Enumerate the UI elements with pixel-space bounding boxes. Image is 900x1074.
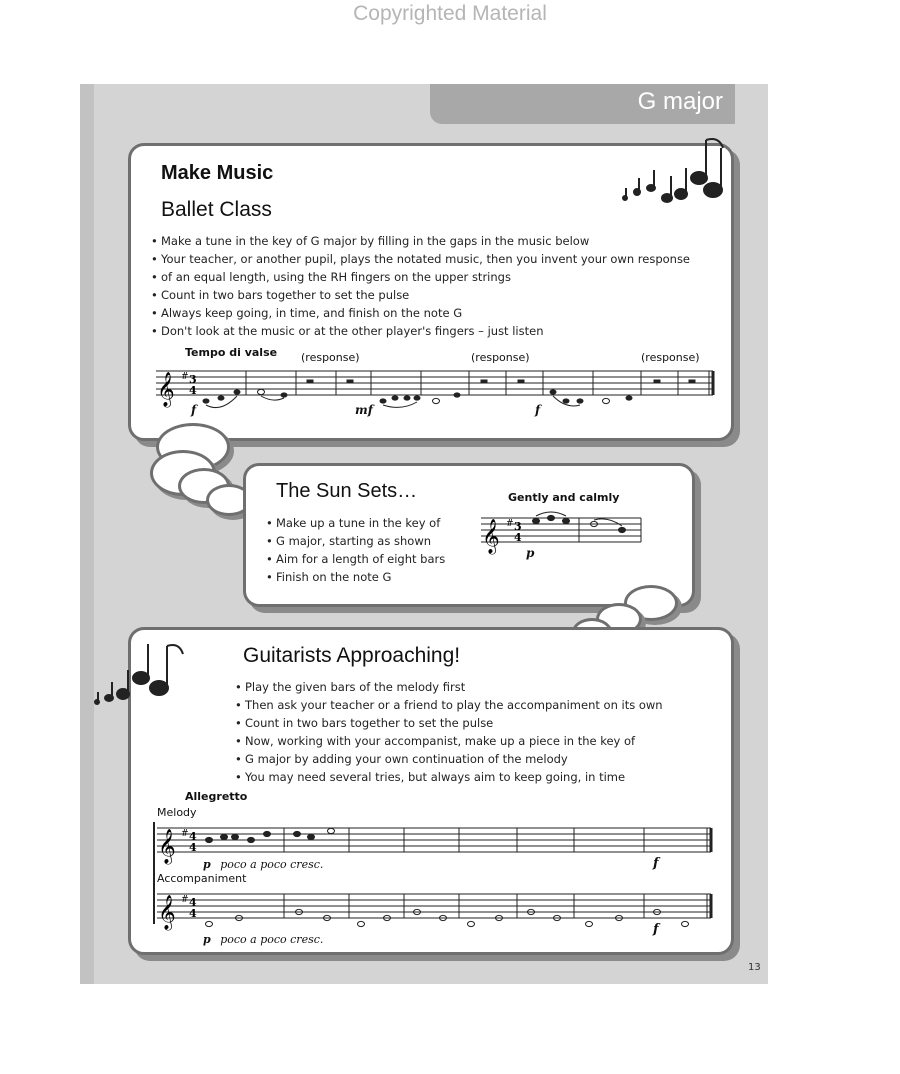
response-label: (response)	[641, 351, 700, 364]
svg-text:𝄞: 𝄞	[158, 895, 176, 930]
tempo-marking: Allegretto	[185, 790, 248, 803]
response-label: (response)	[471, 351, 530, 364]
instruction-item: • Your teacher, or another pupil, plays the notated music, then you invent your own response	[151, 250, 711, 268]
melody-label: Melody	[157, 806, 197, 819]
key-tab-label: G major	[637, 88, 723, 115]
guitarists-instructions	[235, 678, 715, 786]
instruction-item: • Make up a tune in the key of	[266, 514, 456, 532]
page-number: 13	[748, 962, 761, 973]
music-notes-icon	[93, 636, 223, 716]
svg-text:#: #	[181, 829, 189, 839]
svg-text:4: 4	[189, 907, 197, 920]
sun-sets-box	[243, 463, 695, 607]
page-gutter	[80, 84, 94, 984]
dynamic-marking: f	[653, 856, 659, 871]
dynamic-marking: f	[653, 922, 659, 937]
accompaniment-label: Accompaniment	[157, 872, 247, 885]
make-music-box	[128, 143, 734, 441]
cresc-marking: poco a poco cresc.	[220, 933, 324, 946]
svg-text:4: 4	[189, 841, 197, 854]
svg-text:3: 3	[189, 373, 197, 386]
instruction-item: • Then ask your teacher or a friend to play the accompaniment on its own	[235, 696, 715, 714]
svg-text:4: 4	[189, 384, 197, 397]
key-tab	[430, 84, 735, 124]
make-music-heading: Make Music	[161, 162, 274, 184]
instruction-item: • Make a tune in the key of G major by filling in the gaps in the music below	[151, 232, 711, 250]
guitarists-title: Guitarists Approaching!	[243, 644, 461, 667]
instruction-item: • Count in two bars together to set the pulse	[235, 714, 715, 732]
copyright-watermark: Copyrighted Material	[353, 2, 547, 25]
guitarists-score	[149, 818, 721, 944]
dynamic-marking: p	[526, 546, 535, 560]
cresc-marking: poco a poco cresc.	[220, 858, 324, 871]
dynamic-marking: p	[203, 933, 211, 946]
music-notes-icon	[601, 128, 741, 218]
dynamic-marking: f	[191, 403, 197, 417]
guitarists-box	[128, 627, 734, 955]
instruction-item: • Finish on the note G	[266, 568, 456, 586]
dynamics-accompaniment	[203, 933, 323, 946]
instruction-item: • G major, starting as shown	[266, 532, 456, 550]
svg-text:3: 3	[514, 520, 522, 533]
dynamics-melody	[203, 858, 323, 871]
instruction-item: • G major by adding your own continuation of the melody	[235, 750, 715, 768]
instruction-item: • Count in two bars together to set the pulse	[151, 286, 711, 304]
tempo-marking: Gently and calmly	[508, 491, 620, 504]
instruction-item: • Aim for a length of eight bars	[266, 550, 456, 568]
ballet-class-staff	[151, 361, 721, 421]
svg-text:4: 4	[189, 830, 197, 843]
make-music-instructions	[151, 232, 711, 340]
tempo-marking: Tempo di valse	[185, 346, 278, 359]
instruction-item: • Play the given bars of the melody first	[235, 678, 715, 696]
svg-text:#: #	[506, 519, 514, 529]
sun-sets-staff	[476, 508, 646, 558]
sun-sets-title: The Sun Sets…	[276, 480, 418, 502]
instruction-item: • Always keep going, in time, and finish on the note G	[151, 304, 711, 322]
svg-text:𝄞: 𝄞	[158, 829, 176, 864]
dynamic-marking: p	[203, 858, 211, 871]
dynamic-marking: f	[535, 403, 541, 417]
instruction-item: • Don't look at the music or at the other player's fingers – just listen	[151, 322, 711, 340]
instruction-item: • You may need several tries, but always aim to keep going, in time	[235, 768, 715, 786]
svg-text:𝄞: 𝄞	[157, 372, 175, 407]
svg-text:#: #	[181, 895, 189, 905]
svg-text:#: #	[181, 372, 189, 382]
dynamic-marking: mf	[355, 403, 373, 417]
svg-text:4: 4	[514, 531, 522, 544]
ballet-class-title: Ballet Class	[161, 198, 272, 221]
instruction-item: • of an equal length, using the RH fingers on the upper strings	[151, 268, 711, 286]
svg-text:𝄞: 𝄞	[482, 519, 500, 554]
sun-sets-instructions	[266, 514, 456, 586]
instruction-item: • Now, working with your accompanist, make up a piece in the key of	[235, 732, 715, 750]
response-label: (response)	[301, 351, 360, 364]
svg-text:4: 4	[189, 896, 197, 909]
